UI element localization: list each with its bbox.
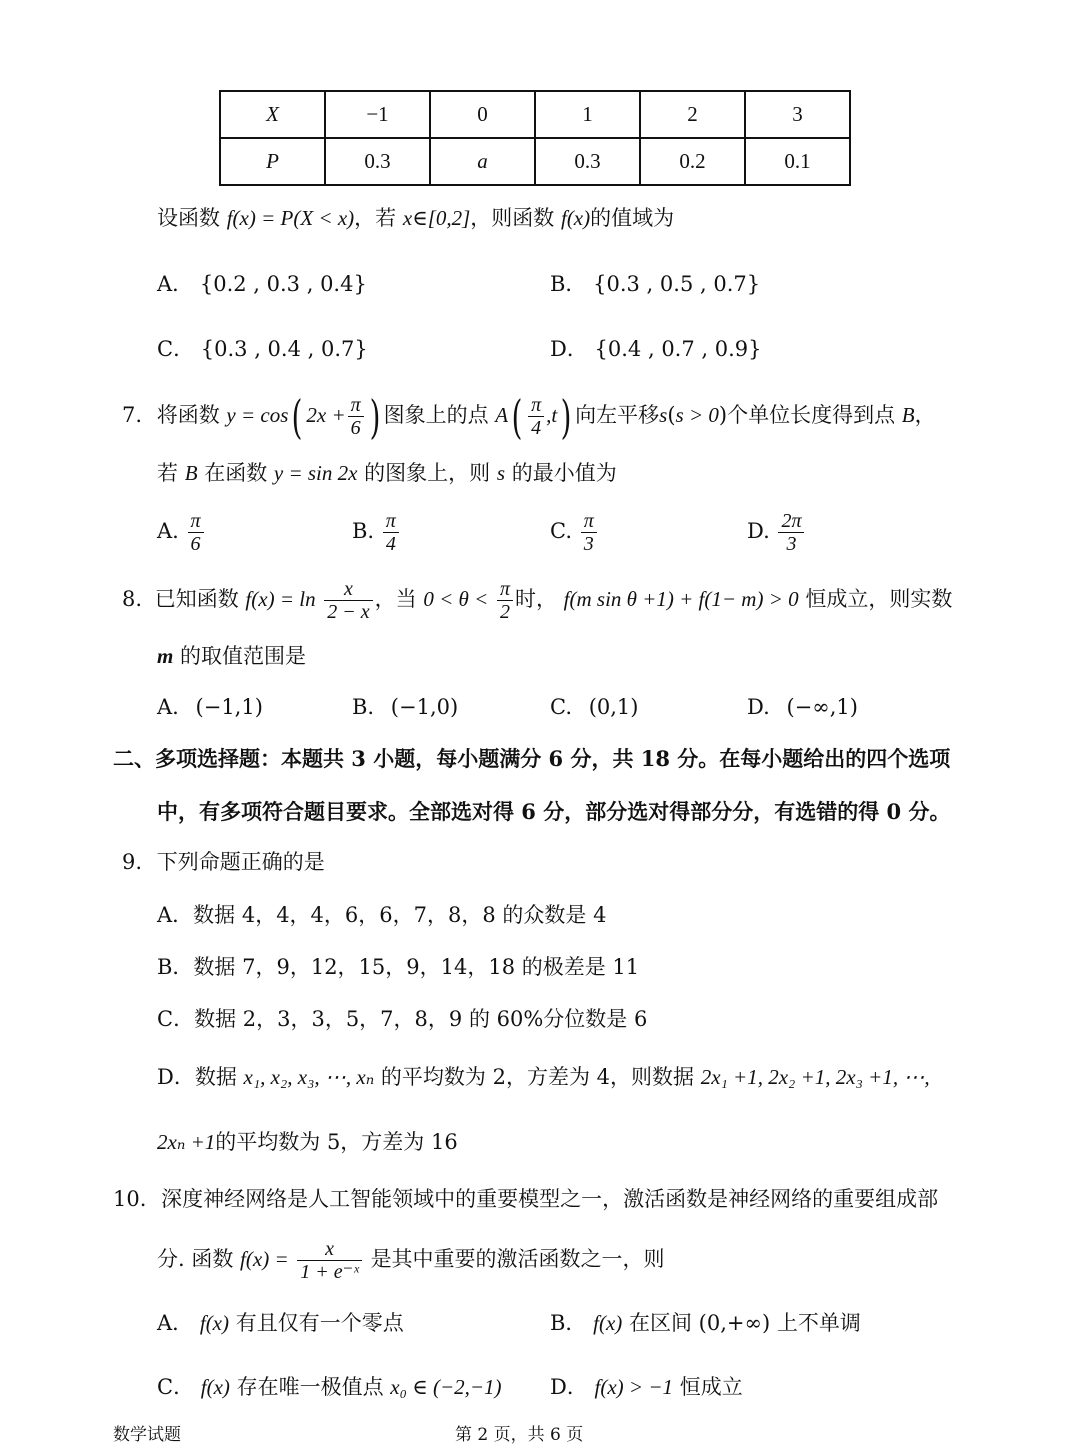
probability-table: [219, 90, 851, 186]
math: s: [496, 461, 506, 485]
paren-close: ): [560, 389, 572, 444]
math: f(x) =: [240, 1247, 289, 1271]
question-number: 7.: [122, 403, 143, 427]
text: 深度神经网络是人工智能领域中的重要模型之一，激活函数是神经网络的重要组成部: [161, 1187, 939, 1211]
section-heading-line1: 二、多项选择题：本题共 3 小题，每小题满分 6 分，共 18 分。在每小题给出的四个选项: [113, 746, 951, 771]
text: ，当: [374, 587, 417, 611]
question-number: 8.: [122, 587, 143, 611]
section-heading-line2: 中，有多项符合题目要求。全部选对得 6 分，部分选对得部分分，有选错的得 0 分。: [157, 799, 951, 824]
table-cell: 0: [430, 91, 535, 138]
q6-option-d: [550, 334, 762, 364]
text: 下列命题正确的是: [156, 850, 325, 874]
math: B: [901, 403, 915, 427]
math: f(x): [200, 1375, 230, 1399]
denominator: 6: [350, 417, 361, 439]
q10-option-b: [550, 1308, 861, 1338]
q9-option-d-line1: [157, 1062, 930, 1092]
option-label: C.: [550, 695, 572, 719]
table-cell: 1: [535, 91, 640, 138]
q9-stem: [122, 847, 325, 877]
text: 已知函数: [154, 587, 239, 611]
q8-option-b: [352, 692, 458, 722]
numerator: π: [348, 394, 364, 417]
denominator: 4: [385, 533, 396, 555]
option-label: C.: [550, 519, 572, 543]
q9-option-c: C．数据 2，3，3，5，7，8，9 的 60%分位数是 6: [157, 1007, 648, 1031]
paren-close: ): [369, 389, 381, 444]
text: 的图象上，则: [364, 461, 491, 485]
text: ，若: [354, 206, 397, 230]
option-text: {0.3 , 0.4 , 0.7}: [200, 337, 368, 361]
numerator: 2π: [778, 510, 804, 533]
text: 图象上的点: [383, 403, 489, 427]
q8-stem-line1: [122, 576, 952, 623]
option-label: A.: [157, 695, 179, 719]
option-text: (−1,0): [390, 695, 459, 719]
footer-subject: 数学试题: [113, 1425, 181, 1445]
numerator: π: [581, 510, 597, 533]
option-label: A.: [157, 519, 179, 543]
q6-option-c: [157, 334, 368, 364]
table-row: [220, 91, 850, 138]
option-label: B.: [352, 519, 375, 543]
q9-option-d-line2: [157, 1127, 458, 1157]
text: 在区间: [628, 1311, 692, 1335]
math: 2xₙ +1: [157, 1130, 216, 1154]
math: 0 < θ <: [423, 587, 489, 611]
denominator: 6: [190, 533, 201, 555]
text: 的最小值为: [511, 461, 617, 485]
q7-option-d: [747, 510, 806, 555]
option-label: A．: [157, 272, 194, 296]
denominator: 2: [499, 601, 510, 623]
math: f(x): [593, 1311, 623, 1335]
q7-stem-line1: 7. 将函数 y = cos( 2x + $\frac{\pi}{6}$ ) 图象上的点 A( $\frac{\pi}{4}$ ,t) 向左平移s(s > 0)个单位长度得到点 B，: [122, 389, 936, 444]
text: 分. 函数: [157, 1247, 234, 1271]
denominator: 4: [531, 417, 542, 439]
math: A: [495, 403, 509, 427]
footer-page-number: 第 2 页，共 6 页: [455, 1425, 584, 1445]
q7-option-c: [550, 510, 599, 555]
option-label: D.: [747, 695, 770, 719]
q7-option-b: [352, 510, 401, 555]
table-cell: 0.1: [745, 138, 850, 185]
math: x₁, x₂, x₃, ⋯, xₙ: [243, 1065, 375, 1089]
math: f(x) = ln: [245, 587, 316, 611]
text: 个单位长度得到点: [727, 403, 896, 427]
text: 恒成立，则实数: [805, 587, 953, 611]
option-label: B．: [550, 1311, 587, 1335]
fraction: [778, 510, 804, 555]
option-text: {0.4 , 0.7 , 0.9}: [594, 337, 762, 361]
text: ，则函数: [470, 206, 555, 230]
denominator: 3: [583, 533, 594, 555]
math: ,t: [546, 403, 558, 427]
fraction: [581, 510, 597, 555]
math: 2x₁ +1, 2x₂ +1, 2x₃ +1, ⋯,: [700, 1065, 930, 1089]
denominator: 3: [786, 533, 797, 555]
option-label: B．: [550, 272, 587, 296]
q8-option-c: [550, 692, 638, 722]
table-cell: P: [220, 138, 325, 185]
option-label: D．: [550, 337, 588, 361]
text: 将函数: [156, 403, 220, 427]
text: 的取值范围是: [180, 644, 307, 668]
paren-open: (: [511, 389, 523, 444]
math: x∈[0,2]: [402, 206, 471, 230]
q10-stem-line1: [113, 1184, 938, 1214]
math: (0,+∞): [698, 1311, 771, 1335]
numerator: π: [528, 394, 544, 417]
q8-option-d: [747, 692, 858, 722]
numerator: π: [188, 510, 204, 533]
math: y = cos: [226, 403, 289, 427]
table-cell: 2: [640, 91, 745, 138]
numerator: π: [497, 578, 513, 601]
numerator: π: [383, 510, 399, 533]
math: x₀ ∈ (−2,−1): [390, 1375, 502, 1399]
text: 的平均数为 2，方差为 4，则数据: [380, 1065, 694, 1089]
math: f(x): [560, 206, 591, 230]
text: 恒成立: [679, 1375, 743, 1399]
text: 是其中重要的激活函数之一，则: [370, 1247, 665, 1271]
fraction: [348, 394, 364, 439]
fraction: [324, 578, 372, 623]
text: 上不单调: [776, 1311, 861, 1335]
numerator: x: [324, 578, 372, 601]
option-label: C．: [157, 1375, 195, 1399]
text: ，: [914, 403, 936, 427]
math: m: [157, 644, 174, 668]
option-label: A．: [157, 1311, 194, 1335]
option-label: D.: [747, 519, 770, 543]
math: 2x +: [306, 403, 346, 427]
q7-stem-line2: [157, 458, 617, 488]
fraction: [497, 578, 513, 623]
q9-option-a: A．数据 4，4，4，6，6，7，8，8 的众数是 4: [157, 903, 607, 927]
q9-option-b: B．数据 7，9，12，15，9，14，18 的极差是 11: [157, 955, 640, 979]
math: f(m sin θ +1) + f(1− m) > 0: [563, 587, 799, 611]
table-cell: X: [220, 91, 325, 138]
q6-option-b: [550, 269, 760, 299]
q8-stem-line2: [157, 641, 306, 671]
text: 的值域为: [590, 206, 675, 230]
table-row: [220, 138, 850, 185]
text: D．数据: [157, 1065, 237, 1089]
math: B: [184, 461, 198, 485]
q6-stem: [157, 203, 674, 233]
numerator: x: [297, 1238, 362, 1261]
q8-option-a: [157, 692, 263, 722]
math: f(x) = P(X < x): [226, 206, 355, 230]
option-label: D．: [550, 1375, 588, 1399]
table-cell: 0.3: [325, 138, 430, 185]
table-cell: 3: [745, 91, 850, 138]
table-cell: −1: [325, 91, 430, 138]
fraction: [297, 1238, 362, 1283]
question-number: 10.: [113, 1187, 147, 1211]
question-number: 9.: [122, 850, 143, 874]
paren-open: (: [292, 389, 303, 444]
text: 设函数: [157, 206, 220, 230]
q7-option-a: [157, 510, 206, 555]
text: 有且仅有一个零点: [235, 1311, 404, 1335]
option-label: B.: [352, 695, 375, 719]
option-text: (−∞,1): [786, 695, 858, 719]
math: s > 0: [675, 403, 719, 427]
option-text: {0.2 , 0.3 , 0.4}: [199, 272, 367, 296]
denominator: 1 + e⁻ˣ: [300, 1261, 359, 1283]
q10-stem-line2: [157, 1236, 665, 1283]
option-text: (0,1): [588, 695, 639, 719]
text: 时，: [514, 587, 557, 611]
fraction: [188, 510, 204, 555]
fraction: [528, 394, 544, 439]
math: y = sin 2x: [273, 461, 358, 485]
table-cell: 0.2: [640, 138, 745, 185]
math: s: [659, 403, 668, 427]
fraction: [383, 510, 399, 555]
denominator: 2 − x: [327, 601, 370, 623]
text: 的平均数为 5，方差为 16: [215, 1130, 458, 1154]
math: f(x) > −1: [594, 1375, 674, 1399]
text: 存在唯一极值点: [236, 1375, 384, 1399]
q6-option-a: [157, 269, 367, 299]
option-text: {0.3 , 0.5 , 0.7}: [593, 272, 761, 296]
q10-option-d: [550, 1372, 743, 1402]
q10-option-a: [157, 1308, 404, 1338]
text: 向左平移: [575, 403, 660, 427]
option-label: C．: [157, 337, 195, 361]
text: 若: [157, 461, 178, 485]
table-cell: a: [430, 138, 535, 185]
table-cell: 0.3: [535, 138, 640, 185]
q10-option-c: [157, 1372, 502, 1402]
math: f(x): [199, 1311, 230, 1335]
option-text: (−1,1): [195, 695, 263, 719]
text: 在函数: [204, 461, 268, 485]
